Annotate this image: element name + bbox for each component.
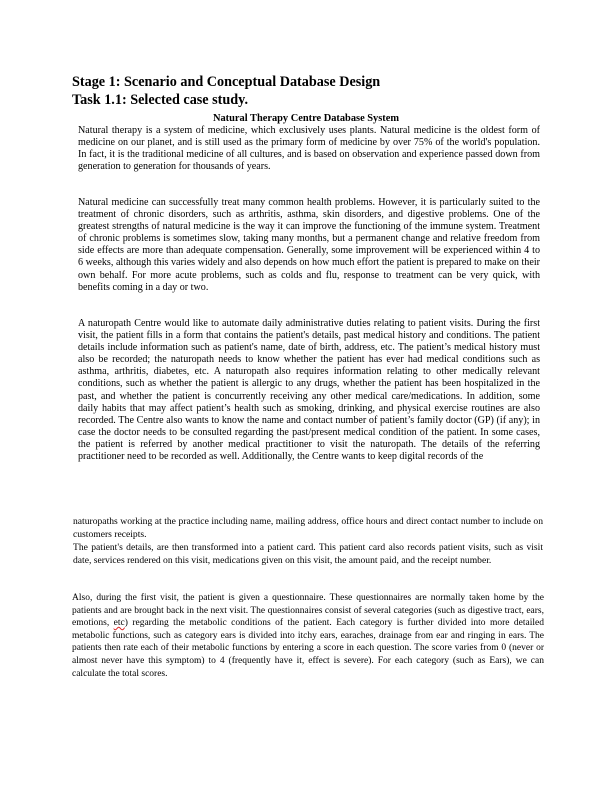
task-heading: Task 1.1: Selected case study.	[72, 92, 249, 108]
stage-heading: Stage 1: Scenario and Conceptual Database Design	[72, 74, 381, 90]
document-title: Natural Therapy Centre Database System	[212, 113, 400, 124]
paragraph-natural-medicine: Natural medicine can successfully treat many common health problems. However, it is particularly suited to the treatment of chronic disorders, such as arthritis, asthma, skin disorders, and digestive problems. One of the greatest strengths of natural medicine is the way it can improve the functioning of the immune system. Treatment of chronic problems is sometimes slow, taking many months, but a permanent change and relative freedom from side effects are more than adequate compensation. Generally, some improvement will be experienced within 4 to 6 weeks, although this varies widely and also depends on how much effort the patient is prepared to make on their own behalf. For more acute problems, such as colds and flu, response to treatment can be very quick, with benefits coming in a day or two.	[78, 197, 540, 293]
paragraph-natural-therapy: Natural therapy is a system of medicine, which exclusively uses plants. Natural medicine is the oldest form of medicine on our planet, and is still used as the primary form of medicine by over 75% of the world's population. In fact, it is the traditional medicine of all cultures, and is based on observation and experience passed down from generation to generation for thousands of years.	[78, 125, 540, 173]
paragraph-patient-card: The patient's details, are then transformed into a patient card. This patient card also records patient visits, such as visit date, services rendered on this visit, medications given on this visit, the amount paid, and the receipt number.	[73, 542, 543, 566]
paragraph-questionnaire: Also, during the first visit, the patient is given a questionnaire. These questionnaires are normally taken home by the patients and are brought back in the next visit. The questionnaires consist of several categories (such as digestive tract, ears, emotions, etc) regarding the metabolic conditions of the patient. Each category is further divided into more detailed metabolic functions, such as category ears is divided into itchy ears, earaches, drainage from ear and ringing in ears. The patients then rate each of their metabolic functions by entering a score in each question. The score varies from 0 (never or almost never have this symptom) to 4 (frequently have it, effect is severe). For each category (such as Ears), we can calculate the total scores.	[72, 593, 544, 679]
paragraph-naturopath-centre: A naturopath Centre would like to automate daily administrative duties relating to patient visits. During the first visit, the patient fills in a form that contains the patient's details, past medical history and conditions. The patient details include information such as patient's name, date of birth, address, etc. The patient’s medical history must also be recorded; the naturopath needs to know whether the patient has ever had medical conditions such as asthma, arthritis, diabetes, etc. A naturopath also requires information relating to other medically relevant conditions, such as whether the patient is allergic to any drugs, whether the patient has been hospitalized in the past, and whether the patient is concurrently receiving any other medical care/medications. In addition, some daily habits that may affect patient’s health such as smoking, drinking, and physical exercise routines are also recorded. The Centre also wants to know the name and contact number of patient’s family doctor (GP) (if any); in case the doctor needs to be consulted regarding the past/present medical condition of the patient. In some cases, the patient is referred by another medical practitioner to visit the naturopath. The details of the referring practitioner need to be recorded as well. Additionally, the Centre wants to keep digital records of the	[78, 318, 540, 463]
spellcheck-underline: etc	[113, 618, 125, 629]
paragraph-naturopaths-working: naturopaths working at the practice including name, mailing address, office hours and direct contact number to include on customers receipts.	[73, 516, 543, 540]
